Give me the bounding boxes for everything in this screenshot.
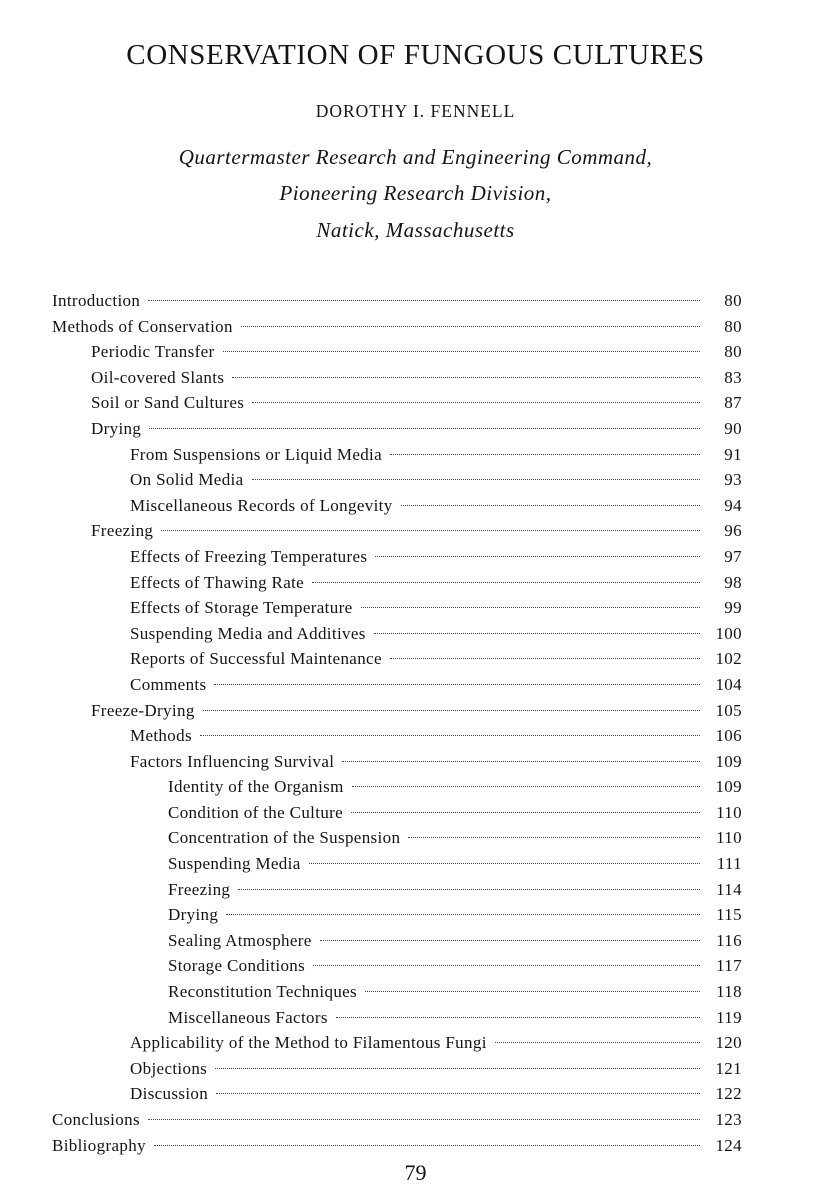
dot-leader [252, 402, 700, 403]
toc-entry-label: Reconstitution Techniques [168, 982, 358, 1002]
dot-leader [214, 684, 700, 685]
toc-entry-page: 80 [724, 342, 742, 362]
affiliation-line-1: Quartermaster Research and Engineering Command, [178, 145, 653, 169]
toc-entry [52, 826, 742, 852]
dot-leader [161, 530, 700, 531]
dot-leader [352, 786, 700, 787]
toc-entry-page: 94 [724, 495, 742, 515]
toc-entry-label: Miscellaneous Records of Longevity [130, 495, 393, 515]
dot-leader [320, 940, 700, 941]
toc-entry [52, 980, 742, 1006]
toc-entry-page: 93 [724, 470, 742, 490]
toc-entry [52, 494, 742, 520]
toc-entry [52, 443, 742, 469]
toc-entry [52, 468, 742, 494]
toc-entry [52, 545, 742, 571]
toc-entry [52, 750, 742, 776]
dot-leader [200, 735, 700, 736]
dot-leader [374, 633, 700, 634]
toc-entry-page: 80 [724, 291, 742, 310]
toc-entry [52, 903, 742, 929]
toc-entry-page: 102 [715, 649, 742, 669]
dot-leader [216, 1093, 700, 1094]
toc-entry-label: Reports of Successful Maintenance [130, 649, 382, 669]
toc-entry-label: Methods [130, 726, 192, 746]
dot-leader [232, 377, 700, 378]
affiliation-line-3: Natick, Massachusetts [316, 218, 515, 242]
dot-leader [226, 914, 700, 915]
dot-leader [342, 761, 700, 762]
toc-entry-label: Conclusions [52, 1110, 140, 1129]
affiliation-line-2: Pioneering Research Division, [279, 181, 552, 205]
toc-entry [52, 1108, 742, 1134]
toc-entry-label: Drying [168, 905, 219, 925]
dot-leader [215, 1068, 700, 1069]
toc-entry-page: 120 [715, 1033, 742, 1053]
toc-entry-page: 122 [715, 1084, 742, 1104]
toc-entry-page: 100 [715, 623, 742, 643]
toc-entry [52, 775, 742, 801]
toc-entry [52, 366, 742, 392]
toc-entry-label: Drying [91, 418, 142, 438]
toc-entry [52, 954, 742, 980]
toc-entry-label: Factors Influencing Survival [130, 751, 335, 771]
dot-leader [223, 351, 700, 352]
dot-leader [241, 326, 700, 327]
toc-entry-label: Freezing [91, 521, 154, 541]
toc-entry-page: 114 [716, 879, 742, 899]
dot-leader [351, 812, 700, 813]
toc-entry-page: 116 [716, 930, 742, 950]
toc-entry-page: 96 [724, 521, 742, 541]
toc-entry [52, 519, 742, 545]
toc-entry-label: Suspending Media [168, 854, 301, 874]
dot-leader [390, 658, 700, 659]
toc-entry [52, 340, 742, 366]
toc-entry-label: Comments [130, 674, 207, 694]
toc-entry-label: Effects of Storage Temperature [130, 598, 353, 618]
dot-leader [154, 1145, 700, 1146]
toc-entry-label: Objections [130, 1058, 208, 1078]
toc-entry-page: 98 [724, 572, 742, 592]
toc-entry [52, 417, 742, 443]
dot-leader [365, 991, 700, 992]
toc-entry-label: Freeze-Drying [91, 700, 195, 720]
toc-entry [52, 801, 742, 827]
toc-entry-label: Concentration of the Suspension [168, 828, 401, 848]
toc-entry-page: 121 [715, 1058, 742, 1078]
toc-entry [52, 596, 742, 622]
toc-entry [52, 724, 742, 750]
dot-leader [361, 607, 700, 608]
toc-entry [52, 571, 742, 597]
toc-entry-label: Identity of the Organism [168, 777, 344, 797]
toc-entry-label: Applicability of the Method to Filamentous Fungi [130, 1033, 487, 1053]
table-of-contents [52, 289, 742, 1159]
toc-entry [52, 289, 742, 315]
toc-entry-page: 123 [715, 1110, 742, 1129]
dot-leader [390, 454, 700, 455]
toc-entry-label: From Suspensions or Liquid Media [130, 444, 383, 464]
toc-entry-page: 119 [716, 1007, 742, 1027]
toc-entry-page: 83 [724, 367, 742, 387]
toc-entry-page: 110 [716, 802, 742, 822]
toc-entry-page: 99 [724, 598, 742, 618]
toc-entry-label: Soil or Sand Cultures [91, 393, 245, 413]
dot-leader [203, 710, 700, 711]
toc-entry [52, 878, 742, 904]
toc-entry-page: 106 [715, 726, 742, 746]
toc-entry [52, 1057, 742, 1083]
toc-entry-page: 104 [715, 674, 742, 694]
toc-entry-label: Effects of Thawing Rate [130, 572, 305, 592]
toc-entry-label: Discussion [130, 1084, 209, 1104]
toc-entry [52, 1082, 742, 1108]
dot-leader [401, 505, 700, 506]
toc-entry [52, 929, 742, 955]
toc-entry [52, 1031, 742, 1057]
document-title: CONSERVATION OF FUNGOUS CULTURES [126, 39, 705, 71]
toc-entry-page: 118 [716, 982, 742, 1002]
toc-entry [52, 315, 742, 341]
toc-entry-page: 105 [715, 700, 742, 720]
toc-entry-label: Miscellaneous Factors [168, 1007, 328, 1027]
toc-entry-label: Oil-covered Slants [91, 367, 225, 387]
toc-entry [52, 647, 742, 673]
toc-entry-label: Freezing [168, 879, 231, 899]
toc-entry [52, 699, 742, 725]
toc-entry-page: 111 [716, 854, 742, 874]
toc-entry-page: 90 [724, 418, 742, 438]
toc-entry-label: Storage Conditions [168, 956, 306, 976]
toc-entry-page: 109 [715, 777, 742, 797]
toc-entry-page: 97 [724, 546, 742, 566]
page-number: 79 [404, 1160, 427, 1185]
toc-entry-label: Bibliography [52, 1135, 146, 1155]
toc-entry-label: Methods of Conservation [52, 316, 233, 336]
dot-leader [148, 300, 700, 301]
toc-entry-label: Introduction [52, 291, 141, 310]
dot-leader [495, 1042, 700, 1043]
toc-entry-page: 87 [724, 393, 742, 413]
toc-entry-label: Suspending Media and Additives [130, 623, 366, 643]
toc-entry-page: 117 [716, 956, 742, 976]
toc-entry-label: Periodic Transfer [91, 342, 215, 362]
dot-leader [375, 556, 700, 557]
dot-leader [313, 965, 700, 966]
toc-entry [52, 1134, 742, 1160]
toc-entry-label: Effects of Freezing Temperatures [130, 546, 368, 566]
toc-entry-label: Condition of the Culture [168, 802, 344, 822]
dot-leader [252, 479, 700, 480]
dot-leader [148, 1119, 700, 1120]
toc-entry [52, 1006, 742, 1032]
toc-entry [52, 622, 742, 648]
toc-entry [52, 852, 742, 878]
toc-entry [52, 673, 742, 699]
dot-leader [336, 1017, 700, 1018]
toc-entry [52, 391, 742, 417]
dot-leader [408, 837, 700, 838]
toc-entry-page: 124 [715, 1135, 742, 1155]
toc-entry-page: 109 [715, 751, 742, 771]
dot-leader [312, 582, 700, 583]
dot-leader [309, 863, 700, 864]
toc-entry-page: 91 [724, 444, 742, 464]
toc-entry-page: 80 [724, 316, 742, 336]
author-name: DOROTHY I. FENNELL [315, 101, 516, 121]
toc-entry-label: On Solid Media [130, 470, 244, 490]
toc-entry-page: 110 [716, 828, 742, 848]
toc-entry-page: 115 [716, 905, 742, 925]
dot-leader [149, 428, 700, 429]
dot-leader [238, 889, 700, 890]
toc-entry-label: Sealing Atmosphere [168, 930, 312, 950]
